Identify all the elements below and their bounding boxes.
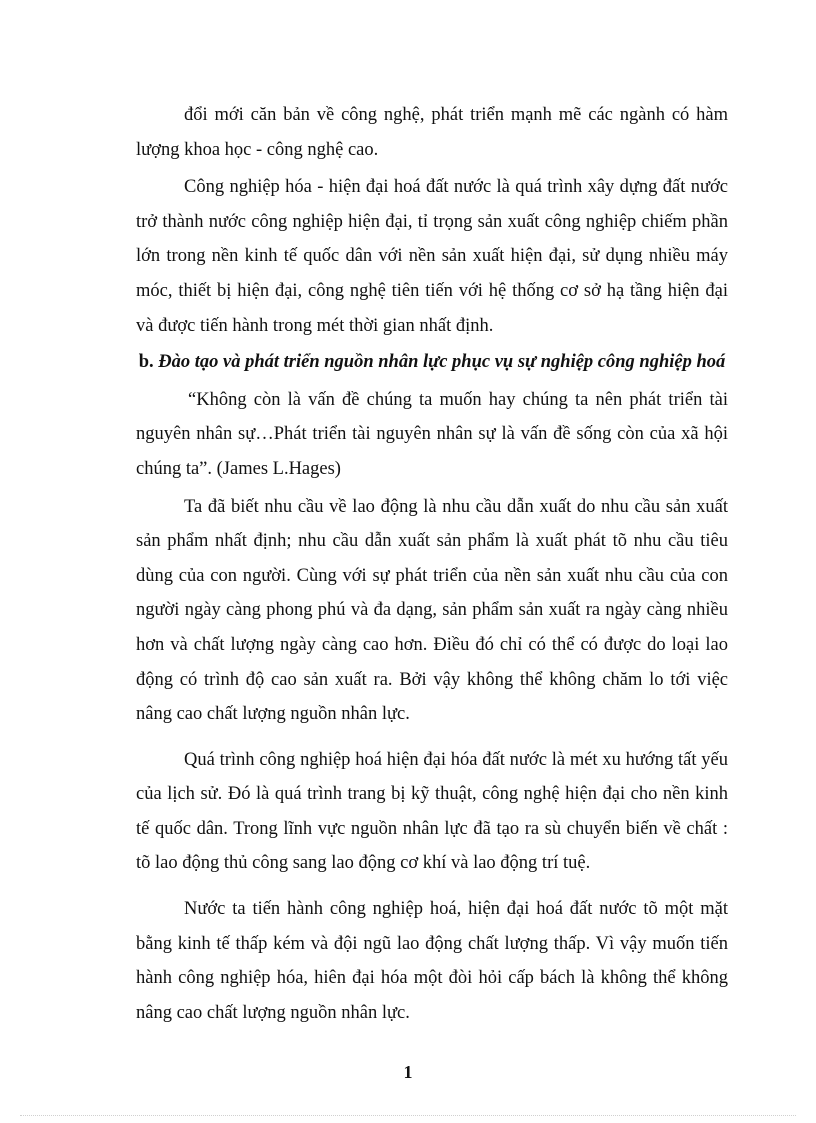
page-number: 1: [403, 1062, 413, 1082]
section-heading-label: b.: [138, 352, 154, 373]
paragraph-labor-demand: Ta đã biết nhu cầu về lao động là nhu cầu dẫn xuất do nhu cầu sản xuất sản phẩm nhất định; nhu cầu dẫn xuất sản phẩm là xuất phát tõ nhu cầu tiêu dùng của con người. Cùng với sự phát triển của nền sản xuất nhu cầu của con người ngày càng phong phú và đa dạng, sản phẩm sản xuất ra ngày càng nhiều hơn và chất lượng ngày càng cao hơn. Điều đó chỉ có thể có được do loại lao động có trình độ cao sản xuất ra. Bởi vậy không thể không chăm lo tới việc nâng cao chất lượng nguồn nhân lực.: [136, 496, 728, 725]
paragraph-continuation: đổi mới căn bản về công nghệ, phát triển mạnh mẽ các ngành có hàm lượng khoa học - công nghệ cao.: [136, 105, 728, 160]
section-heading-title: Đào tạo và phát triển nguồn nhân lực phục vụ sự nghiệp công nghiệp hoá: [158, 352, 726, 373]
paragraph-industrialization-definition: Công nghiệp hóa - hiện đại hoá đất nước là quá trình xây dựng đất nước trở thành nước công nghiệp hiện đại, tỉ trọng sản xuất công nghiệp chiếm phần lớn trong nền kinh tế quốc dân với nền sản xuất hiện đại, sử dụng nhiều máy móc, thiết bị hiện đại, công nghệ tiên tiến với hệ thống cơ sở hạ tầng hiện đại và được tiến hành trong mét thời gian nhất định.: [136, 177, 728, 336]
footer-divider: [20, 1115, 796, 1116]
document-body: [136, 98, 728, 1030]
paragraph-vietnam-context: Nước ta tiến hành công nghiệp hoá, hiện đại hoá đất nước tõ một mặt bằng kinh tế thấp kém và đội ngũ lao động chất lượng thấp. Vì vậy muốn tiến hành công nghiệp hóa, hiên đại hóa một đòi hỏi cấp bách là không thể không nâng cao chất lượng nguồn nhân lực.: [136, 899, 728, 1023]
paragraph-quote: “Không còn là vấn đề chúng ta muốn hay chúng ta nên phát triển tài nguyên nhân sự…Phát triển tài nguyên nhân sự là vấn đề sống còn của xã hội chúng ta”. (James L.Hages): [136, 389, 728, 479]
section-heading: [136, 345, 728, 380]
paragraph-historical-trend: Quá trình công nghiệp hoá hiện đại hóa đất nước là mét xu hướng tất yếu của lịch sử. Đó là quá trình trang bị kỹ thuật, công nghệ hiện đại cho nền kinh tế quốc dân. Trong lĩnh vực nguồn nhân lực đã tạo ra sù chuyển biến về chất : tõ lao động thủ công sang lao động cơ khí và lao động trí tuệ.: [136, 749, 728, 874]
